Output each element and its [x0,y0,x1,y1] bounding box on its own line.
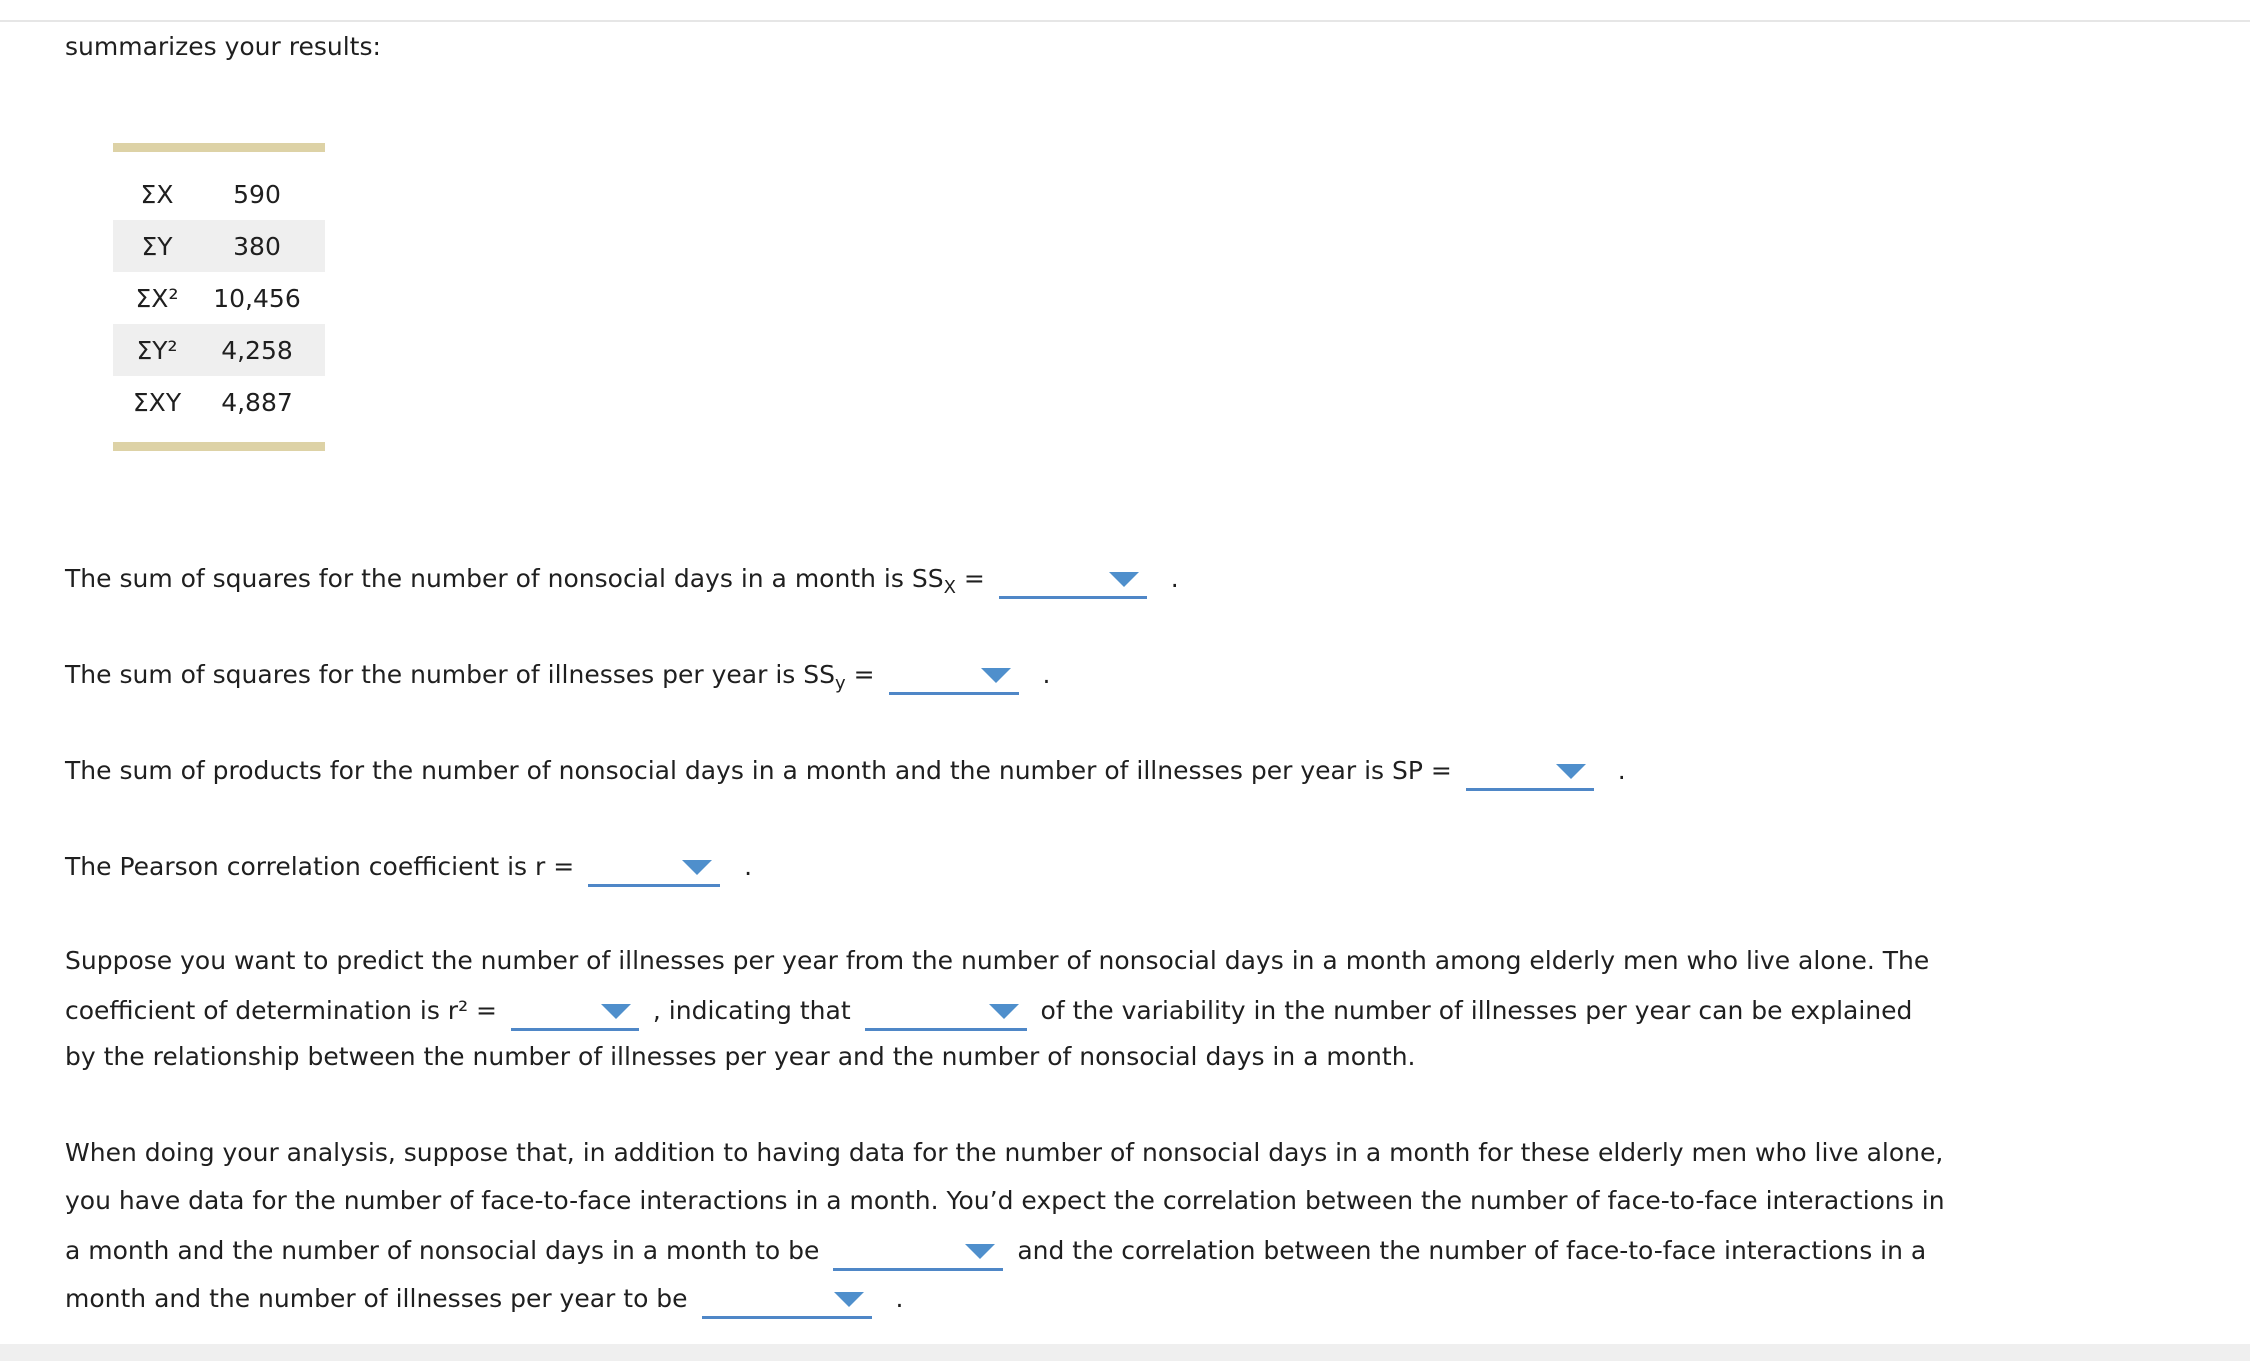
variability-dropdown[interactable] [865,994,1027,1031]
intro-text: summarizes your results: [65,32,381,61]
question-text: , indicating that [652,996,851,1025]
question-r2-line2 [65,994,1912,1031]
dropdown-caret-icon [965,1244,995,1259]
question-text: The Pearson correlation coefficient is r = [65,852,575,881]
question-faces-line2: you have data for the number of face-to-face interactions in a month. You’d expect the correlation between the number of face-to-face interactions in [65,1186,1945,1215]
question-r2-line1: Suppose you want to predict the number of illnesses per year from the number of nonsocial days in a month among elderly men who live alone. The [65,946,1930,975]
period: . [895,1284,904,1313]
subscript-x: X [943,577,956,598]
question-r [65,850,752,887]
question-text: The sum of squares for the number of nonsocial days in a month is SS [65,564,944,593]
period: . [1042,660,1051,689]
dropdown-caret-icon [989,1004,1019,1019]
bottom-bar [0,1344,2250,1361]
period: . [1617,756,1626,785]
r-dropdown[interactable] [588,850,720,887]
subscript-y: y [834,673,846,694]
equals-sign: = [853,660,875,689]
table-row [113,220,325,272]
dropdown-caret-icon [1109,572,1139,587]
ssy-dropdown[interactable] [889,658,1019,695]
faces-nonsocial-dropdown[interactable] [833,1234,1003,1271]
top-divider [0,0,2250,22]
row-label: ΣY² [136,335,178,365]
period: . [744,852,753,881]
question-text: and the correlation between the number of face-to-face interactions in a [1017,1236,1927,1265]
row-value: 10,456 [213,283,301,313]
question-text: The sum of squares for the number of illnesses per year is SS [65,660,835,689]
ssx-dropdown[interactable] [999,562,1147,599]
dropdown-caret-icon [1556,764,1586,779]
table-row [113,376,325,428]
question-text: The sum of products for the number of nonsocial days in a month and the number of illnesses per year is SP = [65,756,1452,785]
r2-dropdown[interactable] [511,994,639,1031]
question-text: a month and the number of nonsocial days in a month to be [65,1236,820,1265]
question-text: of the variability in the number of illnesses per year can be explained [1040,996,1913,1025]
dropdown-caret-icon [682,860,712,875]
faces-illness-dropdown[interactable] [702,1282,872,1319]
dropdown-caret-icon [981,668,1011,683]
row-value: 590 [233,179,281,209]
question-faces-line1: When doing your analysis, suppose that, in addition to having data for the number of nonsocial days in a month for these elderly men who live alone, [65,1138,1944,1167]
period: . [1170,564,1179,593]
question-text: month and the number of illnesses per year to be [65,1284,688,1313]
table-row [113,168,325,220]
question-ssy [65,658,1050,695]
row-label: ΣY [141,231,173,261]
row-value: 380 [233,231,281,261]
question-text: coefficient of determination is r² = [65,996,497,1025]
question-faces-line4 [65,1282,903,1319]
sp-dropdown[interactable] [1466,754,1594,791]
summary-table [113,143,325,451]
row-value: 4,887 [221,387,293,417]
row-value: 4,258 [221,335,293,365]
table-row [113,324,325,376]
row-label: ΣXY [132,387,182,417]
question-sp [65,754,1626,791]
question-ssx [65,562,1179,599]
dropdown-caret-icon [601,1004,631,1019]
dropdown-caret-icon [834,1292,864,1307]
row-label: ΣX² [135,283,179,313]
table-row [113,272,325,324]
question-faces-line3 [65,1234,1926,1271]
question-r2-line3: by the relationship between the number of illnesses per year and the number of nonsocial days in a month. [65,1042,1416,1071]
row-label: ΣX [140,179,174,209]
equals-sign: = [963,564,985,593]
